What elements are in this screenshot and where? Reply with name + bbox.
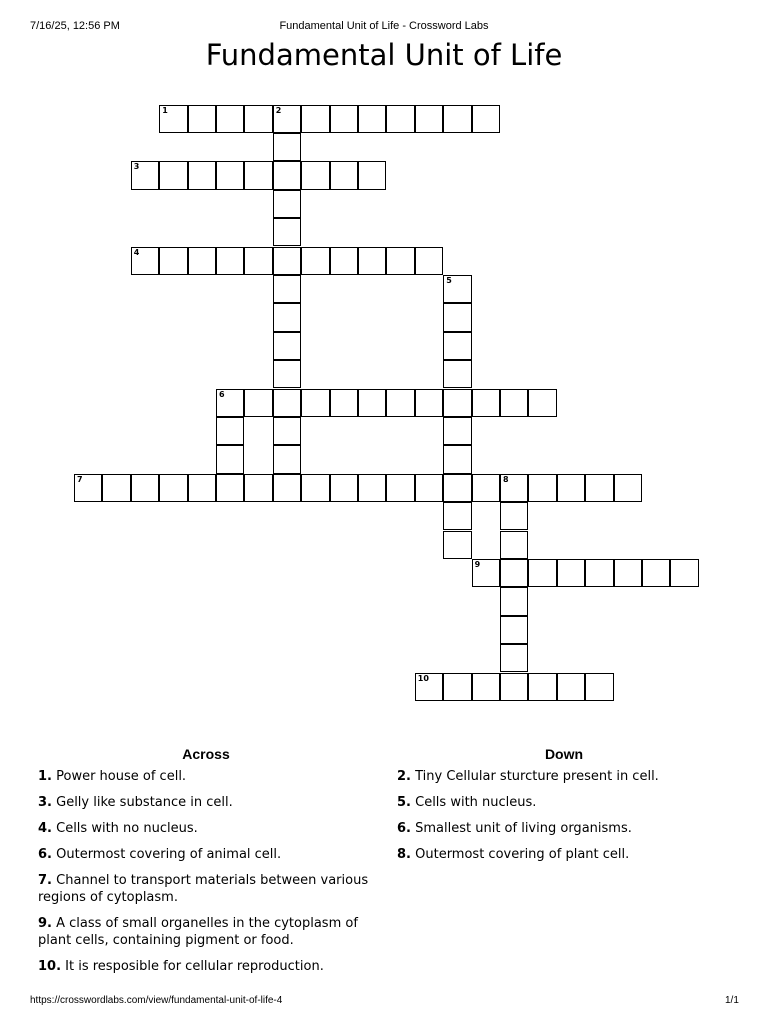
grid-cell[interactable] — [330, 474, 358, 502]
clue-number: 7 — [77, 474, 83, 484]
clue-item — [38, 958, 383, 975]
grid-cell[interactable] — [216, 417, 244, 445]
clue-item-text: It is resposible for cellular reproduction. — [65, 959, 324, 974]
grid-cell[interactable] — [273, 417, 301, 445]
grid-cell[interactable] — [443, 105, 471, 133]
clue-item — [38, 846, 383, 863]
clue-item-number: 6. — [38, 847, 52, 862]
grid-cell[interactable] — [131, 474, 159, 502]
grid-cell[interactable] — [443, 417, 471, 445]
grid-cell[interactable] — [443, 502, 471, 530]
grid-cell[interactable] — [642, 559, 670, 587]
clue-item — [38, 820, 383, 837]
grid-cell[interactable] — [415, 389, 443, 417]
grid-cell[interactable] — [386, 389, 414, 417]
grid-cell[interactable] — [415, 673, 443, 701]
grid-cell[interactable] — [386, 105, 414, 133]
grid-cell[interactable] — [500, 474, 528, 502]
clue-item-number: 10. — [38, 959, 62, 974]
clue-item-text: Tiny Cellular sturcture present in cell. — [415, 769, 659, 784]
grid-cell[interactable] — [273, 247, 301, 275]
grid-cell[interactable] — [216, 161, 244, 189]
grid-cell[interactable] — [273, 474, 301, 502]
grid-cell[interactable] — [443, 389, 471, 417]
print-url: https://crosswordlabs.com/view/fundamental-unit-of-life-4 — [30, 995, 283, 1006]
grid-cell[interactable] — [273, 105, 301, 133]
grid-cell[interactable] — [614, 474, 642, 502]
grid-cell[interactable] — [301, 105, 329, 133]
grid-cell[interactable] — [585, 673, 613, 701]
clue-item-number: 9. — [38, 916, 52, 931]
grid-cell[interactable] — [301, 247, 329, 275]
down-heading: Down — [544, 746, 584, 762]
grid-cell[interactable] — [188, 474, 216, 502]
grid-cell[interactable] — [500, 673, 528, 701]
across-heading: Across — [182, 746, 230, 762]
across-clue-list — [38, 768, 383, 984]
clue-number: 3 — [133, 162, 140, 172]
clue-number: 9 — [474, 559, 481, 569]
print-datetime: 7/16/25, 12:56 PM — [30, 20, 120, 32]
grid-cell[interactable] — [244, 161, 272, 189]
grid-cell[interactable] — [528, 559, 556, 587]
clue-number: 1 — [162, 105, 168, 115]
grid-cell[interactable] — [273, 218, 301, 246]
clue-item-text: Outermost covering of animal cell. — [56, 847, 282, 862]
clue-item-number: 2. — [397, 769, 411, 784]
grid-cell[interactable] — [273, 303, 301, 331]
grid-cell[interactable] — [443, 332, 471, 360]
clue-item — [397, 794, 727, 811]
grid-cell[interactable] — [358, 161, 386, 189]
grid-cell[interactable] — [557, 474, 585, 502]
grid-cell[interactable] — [670, 559, 698, 587]
clue-item-text: Smallest unit of living organisms. — [415, 821, 632, 836]
puzzle-title: Fundamental Unit of Life — [205, 38, 563, 72]
grid-cell[interactable] — [188, 247, 216, 275]
clue-item-number: 7. — [38, 873, 52, 888]
grid-cell[interactable] — [74, 474, 102, 502]
grid-cell[interactable] — [443, 303, 471, 331]
grid-cell[interactable] — [500, 502, 528, 530]
grid-cell[interactable] — [585, 559, 613, 587]
clue-item-text: Gelly like substance in cell. — [56, 795, 233, 810]
grid-cell[interactable] — [472, 559, 500, 587]
grid-cell[interactable] — [443, 673, 471, 701]
grid-cell[interactable] — [301, 161, 329, 189]
grid-cell[interactable] — [216, 474, 244, 502]
grid-cell[interactable] — [159, 105, 187, 133]
grid-cell[interactable] — [358, 247, 386, 275]
clue-number: 4 — [133, 247, 140, 257]
grid-cell[interactable] — [443, 360, 471, 388]
grid-cell[interactable] — [273, 360, 301, 388]
grid-cell[interactable] — [443, 474, 471, 502]
clue-item — [38, 794, 383, 811]
grid-cell[interactable] — [244, 247, 272, 275]
down-clue-list — [397, 768, 727, 872]
clue-number: 6 — [219, 389, 225, 399]
grid-cell[interactable] — [500, 559, 528, 587]
clue-item — [38, 915, 383, 949]
grid-cell[interactable] — [358, 474, 386, 502]
grid-cell[interactable] — [216, 445, 244, 473]
grid-cell[interactable] — [188, 161, 216, 189]
clue-item-number: 8. — [397, 847, 411, 862]
grid-cell[interactable] — [528, 673, 556, 701]
clue-item-text: Cells with nucleus. — [415, 795, 537, 810]
clue-item — [38, 768, 383, 785]
grid-cell[interactable] — [472, 673, 500, 701]
grid-cell[interactable] — [472, 105, 500, 133]
grid-cell[interactable] — [472, 474, 500, 502]
clue-item-number: 4. — [38, 821, 52, 836]
grid-cell[interactable] — [159, 247, 187, 275]
grid-cell[interactable] — [443, 275, 471, 303]
grid-cell[interactable] — [415, 247, 443, 275]
grid-cell[interactable] — [528, 474, 556, 502]
grid-cell[interactable] — [528, 389, 556, 417]
grid-cell[interactable] — [443, 445, 471, 473]
grid-cell[interactable] — [557, 559, 585, 587]
clue-item-text: Cells with no nucleus. — [56, 821, 198, 836]
grid-cell[interactable] — [330, 247, 358, 275]
grid-cell[interactable] — [330, 161, 358, 189]
grid-cell[interactable] — [358, 105, 386, 133]
grid-cell[interactable] — [614, 559, 642, 587]
grid-cell[interactable] — [386, 247, 414, 275]
clue-item — [397, 768, 727, 785]
grid-cell[interactable] — [386, 474, 414, 502]
grid-cell[interactable] — [415, 474, 443, 502]
grid-cell[interactable] — [301, 474, 329, 502]
grid-cell[interactable] — [273, 190, 301, 218]
clue-number: 8 — [503, 474, 509, 484]
grid-cell[interactable] — [415, 105, 443, 133]
grid-cell[interactable] — [500, 644, 528, 672]
clue-item-number: 5. — [397, 795, 411, 810]
grid-cell[interactable] — [301, 389, 329, 417]
grid-cell[interactable] — [472, 389, 500, 417]
grid-cell[interactable] — [273, 389, 301, 417]
grid-cell[interactable] — [131, 247, 159, 275]
grid-cell[interactable] — [102, 474, 130, 502]
grid-cell[interactable] — [273, 133, 301, 161]
grid-cell[interactable] — [557, 673, 585, 701]
grid-cell[interactable] — [159, 474, 187, 502]
grid-cell[interactable] — [188, 105, 216, 133]
grid-cell[interactable] — [216, 247, 244, 275]
grid-cell[interactable] — [273, 275, 301, 303]
clue-item-text: Power house of cell. — [56, 769, 187, 784]
clue-number: 10 — [417, 673, 429, 683]
grid-cell[interactable] — [500, 389, 528, 417]
clue-number: 2 — [275, 105, 282, 115]
grid-cell[interactable] — [500, 587, 528, 615]
grid-cell[interactable] — [244, 105, 272, 133]
grid-cell[interactable] — [273, 161, 301, 189]
grid-cell[interactable] — [273, 332, 301, 360]
grid-cell[interactable] — [443, 531, 471, 559]
grid-cell[interactable] — [330, 389, 358, 417]
clue-item — [397, 820, 727, 837]
clue-item-text: Outermost covering of plant cell. — [415, 847, 630, 862]
clue-item — [397, 846, 727, 863]
grid-cell[interactable] — [585, 474, 613, 502]
clue-item-text: Channel to transport materials between various regions of cytoplasm. — [38, 873, 369, 905]
clue-item-text: A class of small organelles in the cytoplasm of plant cells, containing pigment or food. — [38, 916, 358, 948]
clue-item — [38, 872, 383, 906]
grid-cell[interactable] — [273, 445, 301, 473]
grid-cell[interactable] — [358, 389, 386, 417]
clue-item-number: 3. — [38, 795, 52, 810]
grid-cell[interactable] — [330, 105, 358, 133]
grid-cell[interactable] — [159, 161, 187, 189]
grid-cell[interactable] — [216, 105, 244, 133]
clue-item-number: 6. — [397, 821, 411, 836]
grid-cell[interactable] — [500, 616, 528, 644]
grid-cell[interactable] — [131, 161, 159, 189]
clue-item-number: 1. — [38, 769, 52, 784]
print-page-title: Fundamental Unit of Life - Crossword Labs — [279, 20, 489, 32]
print-page-number: 1/1 — [725, 995, 739, 1006]
grid-cell[interactable] — [244, 389, 272, 417]
grid-cell[interactable] — [216, 389, 244, 417]
grid-cell[interactable] — [500, 531, 528, 559]
clue-number: 5 — [446, 275, 452, 285]
grid-cell[interactable] — [244, 474, 272, 502]
